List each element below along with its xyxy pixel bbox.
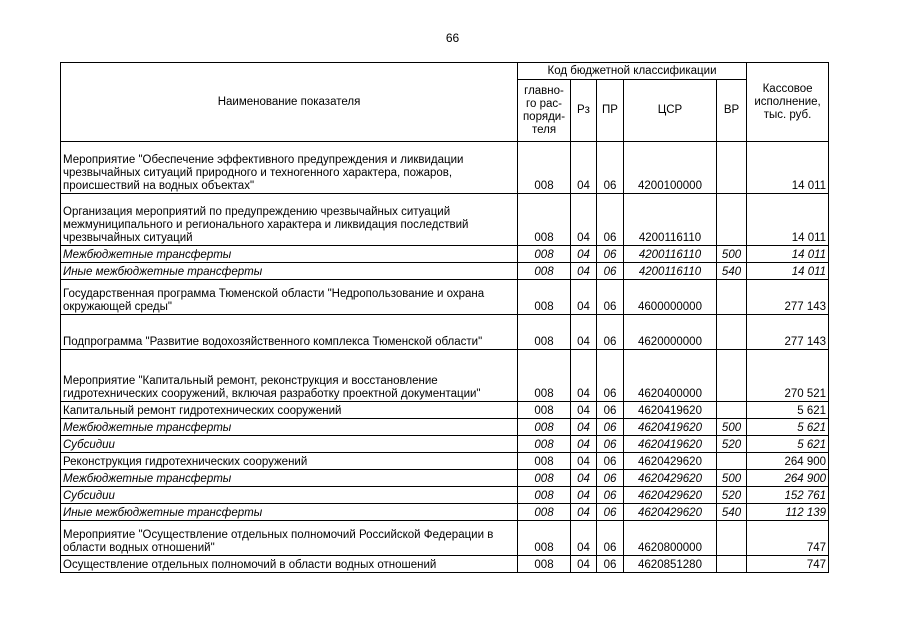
table-row	[61, 315, 829, 350]
row-pr: 06	[597, 280, 624, 315]
header-rz: Рз	[571, 80, 597, 142]
row-rz: 04	[571, 487, 597, 504]
row-rz: 04	[571, 402, 597, 419]
row-pr: 06	[597, 350, 624, 402]
row-amount: 5 621	[747, 402, 829, 419]
table-row	[61, 453, 829, 470]
row-amount: 747	[747, 521, 829, 556]
table-row	[61, 280, 829, 315]
row-pr: 06	[597, 194, 624, 246]
row-rz: 04	[571, 453, 597, 470]
row-rz: 04	[571, 194, 597, 246]
table-row	[61, 142, 829, 194]
row-vr: 540	[717, 263, 747, 280]
row-vr	[717, 315, 747, 350]
row-vr: 520	[717, 436, 747, 453]
row-name: Мероприятие "Осуществление отдельных полномочий Российской Федерации в области водных отношений"	[61, 521, 518, 556]
row-glavn: 008	[518, 402, 571, 419]
row-amount: 14 011	[747, 142, 829, 194]
table-row	[61, 436, 829, 453]
table-row	[61, 263, 829, 280]
row-vr	[717, 142, 747, 194]
row-rz: 04	[571, 521, 597, 556]
row-pr: 06	[597, 246, 624, 263]
row-name: Реконструкция гидротехнических сооружений	[61, 453, 518, 470]
row-glavn: 008	[518, 350, 571, 402]
row-glavn: 008	[518, 556, 571, 573]
row-csr: 4620851280	[624, 556, 717, 573]
row-csr: 4200116110	[624, 246, 717, 263]
row-rz: 04	[571, 142, 597, 194]
row-name: Капитальный ремонт гидротехнических сооружений	[61, 402, 518, 419]
row-csr: 4620429620	[624, 487, 717, 504]
page-number: 66	[445, 31, 460, 45]
table-body	[61, 142, 829, 573]
row-csr: 4620429620	[624, 470, 717, 487]
row-name: Межбюджетные трансферты	[61, 419, 518, 436]
row-amount: 277 143	[747, 315, 829, 350]
row-glavn: 008	[518, 436, 571, 453]
row-glavn: 008	[518, 246, 571, 263]
header-glavn: главно-го рас-поряди-теля	[518, 80, 571, 142]
table-row	[61, 556, 829, 573]
row-amount: 264 900	[747, 453, 829, 470]
row-amount: 14 011	[747, 194, 829, 246]
header-csr: ЦСР	[624, 80, 717, 142]
row-amount: 270 521	[747, 350, 829, 402]
row-glavn: 008	[518, 453, 571, 470]
row-glavn: 008	[518, 521, 571, 556]
row-rz: 04	[571, 246, 597, 263]
row-name: Иные межбюджетные трансферты	[61, 504, 518, 521]
row-pr: 06	[597, 504, 624, 521]
table-row	[61, 419, 829, 436]
header-amount: Кассовое исполнение, тыс. руб.	[747, 63, 829, 142]
row-csr: 4620400000	[624, 350, 717, 402]
row-pr: 06	[597, 487, 624, 504]
row-csr: 4620429620	[624, 504, 717, 521]
row-name: Подпрограмма "Развитие водохозяйственного комплекса Тюменской области"	[61, 315, 518, 350]
row-name: Субсидии	[61, 436, 518, 453]
row-csr: 4620419620	[624, 419, 717, 436]
row-csr: 4620419620	[624, 436, 717, 453]
row-amount: 152 761	[747, 487, 829, 504]
row-csr: 4600000000	[624, 280, 717, 315]
row-csr: 4620429620	[624, 453, 717, 470]
row-csr: 4200116110	[624, 194, 717, 246]
row-pr: 06	[597, 453, 624, 470]
table-row	[61, 246, 829, 263]
row-vr	[717, 350, 747, 402]
row-pr: 06	[597, 402, 624, 419]
table-row	[61, 521, 829, 556]
row-pr: 06	[597, 521, 624, 556]
row-vr	[717, 194, 747, 246]
row-csr: 4620000000	[624, 315, 717, 350]
row-csr: 4200116110	[624, 263, 717, 280]
row-rz: 04	[571, 470, 597, 487]
row-vr	[717, 556, 747, 573]
row-amount: 14 011	[747, 263, 829, 280]
row-name: Мероприятие "Капитальный ремонт, реконструкция и восстановление гидротехнических сооружений, включая разработку проектной документации"	[61, 350, 518, 402]
row-vr	[717, 453, 747, 470]
row-glavn: 008	[518, 315, 571, 350]
table-row	[61, 194, 829, 246]
header-vr: ВР	[717, 80, 747, 142]
row-glavn: 008	[518, 280, 571, 315]
row-name: Межбюджетные трансферты	[61, 246, 518, 263]
row-vr: 500	[717, 419, 747, 436]
row-csr: 4620800000	[624, 521, 717, 556]
header-pr: ПР	[597, 80, 624, 142]
row-amount: 14 011	[747, 246, 829, 263]
row-name: Иные межбюджетные трансферты	[61, 263, 518, 280]
row-vr: 500	[717, 470, 747, 487]
table-row	[61, 402, 829, 419]
table-row	[61, 487, 829, 504]
row-glavn: 008	[518, 470, 571, 487]
row-rz: 04	[571, 419, 597, 436]
budget-table	[60, 62, 829, 573]
row-glavn: 008	[518, 142, 571, 194]
row-csr: 4200100000	[624, 142, 717, 194]
table-row	[61, 470, 829, 487]
row-rz: 04	[571, 504, 597, 521]
row-name: Субсидии	[61, 487, 518, 504]
row-vr	[717, 280, 747, 315]
row-pr: 06	[597, 436, 624, 453]
row-pr: 06	[597, 263, 624, 280]
row-name: Мероприятие "Обеспечение эффективного предупреждения и ликвидации чрезвычайных ситуаций природного и техногенного характера, пожаров, происшествий на водных объектах"	[61, 142, 518, 194]
row-amount: 5 621	[747, 419, 829, 436]
row-csr: 4620419620	[624, 402, 717, 419]
row-amount: 112 139	[747, 504, 829, 521]
header-code-group: Код бюджетной классификации	[518, 63, 747, 80]
row-glavn: 008	[518, 263, 571, 280]
row-pr: 06	[597, 556, 624, 573]
row-glavn: 008	[518, 419, 571, 436]
table-row	[61, 350, 829, 402]
row-name: Организация мероприятий по предупреждению чрезвычайных ситуаций межмуниципального и регионального характера и ликвидация последствий чрезвычайных ситуаций	[61, 194, 518, 246]
row-glavn: 008	[518, 194, 571, 246]
row-rz: 04	[571, 436, 597, 453]
row-rz: 04	[571, 263, 597, 280]
row-amount: 5 621	[747, 436, 829, 453]
row-vr	[717, 521, 747, 556]
row-vr	[717, 402, 747, 419]
header-name: Наименование показателя	[61, 63, 518, 142]
row-rz: 04	[571, 280, 597, 315]
row-amount: 264 900	[747, 470, 829, 487]
row-vr: 540	[717, 504, 747, 521]
row-pr: 06	[597, 142, 624, 194]
row-rz: 04	[571, 556, 597, 573]
row-pr: 06	[597, 315, 624, 350]
row-rz: 04	[571, 315, 597, 350]
row-name: Межбюджетные трансферты	[61, 470, 518, 487]
row-rz: 04	[571, 350, 597, 402]
row-amount: 277 143	[747, 280, 829, 315]
row-vr: 500	[717, 246, 747, 263]
row-pr: 06	[597, 470, 624, 487]
table-row	[61, 504, 829, 521]
row-name: Осуществление отдельных полномочий в области водных отношений	[61, 556, 518, 573]
row-glavn: 008	[518, 504, 571, 521]
row-vr: 520	[717, 487, 747, 504]
row-amount: 747	[747, 556, 829, 573]
row-glavn: 008	[518, 487, 571, 504]
row-pr: 06	[597, 419, 624, 436]
row-name: Государственная программа Тюменской области "Недропользование и охрана окружающей среды"	[61, 280, 518, 315]
